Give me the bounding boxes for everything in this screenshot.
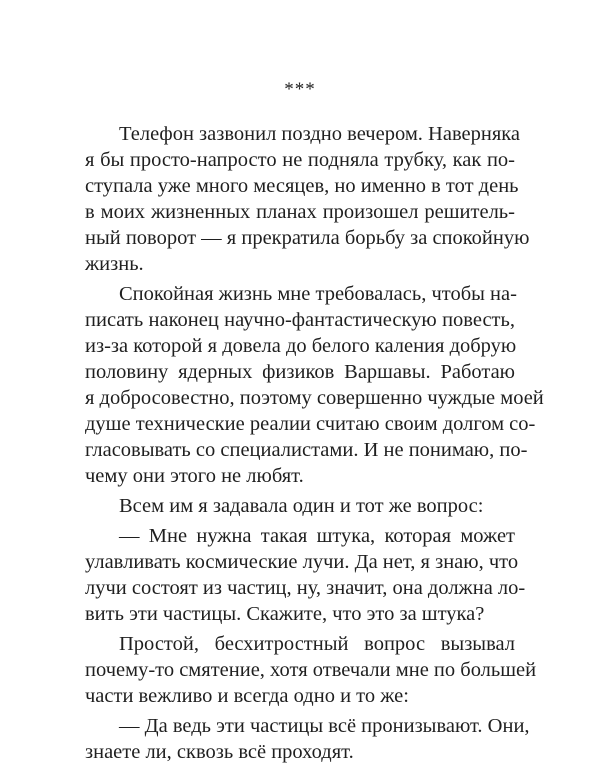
text-line: ный поворот — я прекратила борьбу за спокойную <box>85 227 530 249</box>
paragraph <box>85 713 530 765</box>
text-line: лучи состоят из частиц, ну, значит, она должна ло- <box>85 577 526 599</box>
text-line: из-за которой я довела до белого каления добрую <box>85 335 517 357</box>
text-line: части вежливо и всегда одно и то же: <box>85 685 409 707</box>
text-line: гласовывать со специалистами. И не понимаю, по- <box>85 439 528 461</box>
text-line: почему-то смятение, хотя отвечали мне по большей <box>85 659 537 681</box>
text-line: жизнь. <box>85 253 144 275</box>
text-line: душе технические реалии считаю своим долгом со- <box>85 413 536 435</box>
text-line: — Да ведь эти частицы всё пронизывают. Они, <box>119 715 530 737</box>
text-line: ступала уже много месяцев, но именно в тот день <box>85 175 519 197</box>
text-line: — Мне нужна такая штука, которая может <box>119 525 515 547</box>
paragraph <box>85 121 530 277</box>
text-line: Спокойная жизнь мне требовалась, чтобы на- <box>119 283 517 305</box>
paragraph <box>85 523 526 627</box>
text-line: знаете ли, сквозь всё проходят. <box>85 741 354 763</box>
text-line: улавливать космические лучи. Да нет, я знаю, что <box>85 551 519 573</box>
text-line: Телефон зазвонил поздно вечером. Наверняка <box>119 123 521 145</box>
text-line: я бы просто-напросто не подняла трубку, как по- <box>85 149 515 171</box>
section-separator: *** <box>284 79 316 100</box>
text-line: вить эти частицы. Скажите, что это за штука? <box>85 603 485 625</box>
book-page <box>85 0 544 763</box>
text-line: в моих жизненных планах произошел решитель- <box>85 201 515 223</box>
text-line: я добросовестно, поэтому совершенно чуждые моей <box>85 387 544 409</box>
body-text <box>85 121 544 769</box>
text-line: Всем им я задавала один и тот же вопрос: <box>119 495 484 517</box>
text-line: Простой, бесхитростный вопрос вызывал <box>119 633 515 655</box>
text-line: половину ядерных физиков Варшавы. Работаю <box>85 361 515 383</box>
text-line: чему они этого не любят. <box>85 465 304 487</box>
paragraph <box>85 493 515 519</box>
paragraph <box>85 631 537 709</box>
text-line: писать наконец научно-фантастическую повесть, <box>85 309 515 331</box>
paragraph <box>85 281 544 489</box>
